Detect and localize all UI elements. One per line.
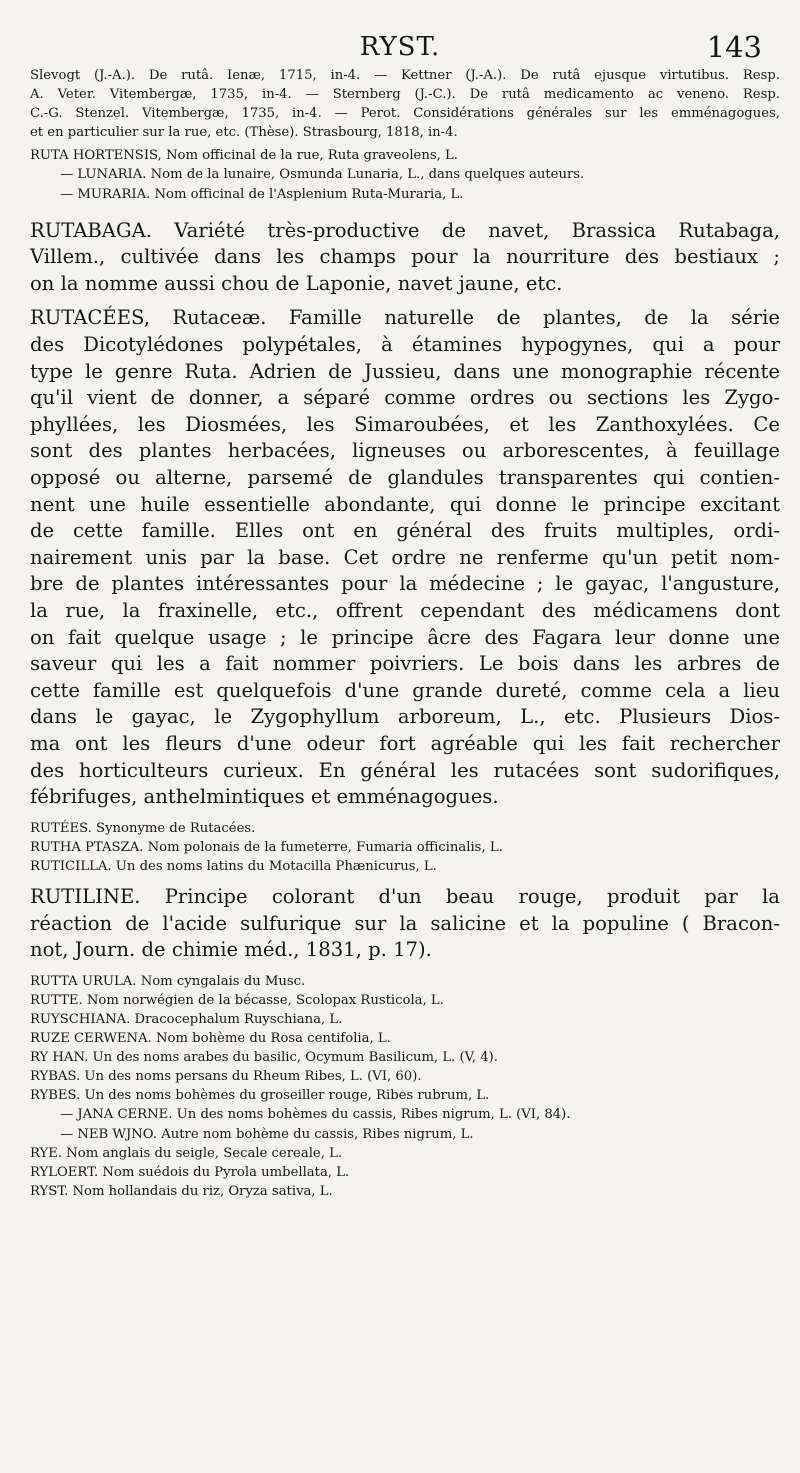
page-number: 143: [706, 30, 762, 64]
entry-rutees: RUTÉES. Synonyme de Rutacées.: [30, 820, 256, 836]
rutacees-line: des Dicotylédones polypétales, à étamines hypogynes, qui a pour: [30, 333, 780, 357]
entry-ruta-muraria: — MURARIA. Nom officinal de l'Asplenium Ruta-Muraria, L.: [60, 186, 464, 202]
entry-rutiline: [30, 884, 780, 964]
page-header: [0, 30, 800, 70]
rutacees-line: nairement unis par la base. Cet ordre ne renferme qu'un petit nom-: [30, 545, 780, 569]
rutiline-line: RUTILINE. Principe colorant d'un beau rouge, produit par la: [30, 885, 780, 908]
entry-ryst: RYST. Nom hollandais du riz, Oryza sativa, L.: [30, 1183, 333, 1199]
rutacees-line: nent une huile essentielle abondante, qui donne le principe excitant: [30, 492, 780, 516]
rutacees-line: opposé ou alterne, parsemé de glandules transparentes qui contien-: [30, 466, 780, 489]
rutacees-line: bre de plantes intéressantes pour la médecine ; le gayac, l'angusture,: [30, 572, 780, 596]
entry-ryloert: RYLOERT. Nom suédois du Pyrola umbellata, L.: [30, 1164, 350, 1180]
entry-ruyschiana: RUYSCHIANA. Dracocephalum Ruyschiana, L.: [30, 1011, 343, 1027]
rutacees-line: ma ont les fleurs d'une odeur fort agréable qui les fait rechercher: [30, 731, 780, 755]
entry-ruta-hortensis: RUTA HORTENSIS, Nom officinal de la rue, Ruta graveolens, L.: [30, 148, 458, 164]
rutacees-line: type le genre Ruta. Adrien de Jussieu, dans une monographie récente: [30, 359, 780, 383]
rutacees-line: RUTACÉES, Rutaceæ. Famille naturelle de plantes, de la série: [30, 306, 780, 330]
entry-rybas: RYBAS. Un des noms persans du Rheum Ribes, L. (VI, 60).: [30, 1069, 422, 1085]
bibliography-line: et en particulier sur la rue, etc. (Thèse). Strasbourg, 1818, in-4.: [30, 125, 458, 141]
bibliography-line: C.-G. Stenzel. Vitembergæ, 1735, in-4. — Perot. Considérations générales sur les emménagogues,: [30, 106, 780, 122]
entry-ruze-cerwena: RUZE CERWENA. Nom bohème du Rosa centifolia, L.: [30, 1031, 391, 1047]
rutabaga-line: RUTABAGA. Variété très-productive de navet, Brassica Rutabaga,: [30, 218, 780, 242]
rutacees-line: saveur qui les a fait nommer poivriers. Le bois dans les arbres de: [30, 652, 780, 676]
rutacees-line: dans le gayac, le Zygophyllum arboreum, L., etc. Plusieurs Dios-: [30, 705, 780, 729]
rutacees-line: sont des plantes herbacées, ligneuses ou arborescentes, à feuillage: [30, 439, 780, 463]
entry-rye: RYE. Nom anglais du seigle, Secale cereale, L.: [30, 1145, 343, 1161]
rutiline-line: réaction de l'acide sulfurique sur la salicine et la populine ( Bracon-: [30, 911, 780, 935]
rutacees-line: de cette famille. Elles ont en général des fruits multiples, ordi-: [30, 519, 780, 543]
entry-rutha-ptasza: RUTHA PTASZA. Nom polonais de la fumeterre, Fumaria officinalis, L.: [30, 839, 503, 855]
entry-rutacees: [30, 305, 780, 810]
bibliography-line: A. Veter. Vitembergæ, 1735, in-4. — Sternberg (J.-C.). De rutâ medicamento ac veneno. Resp.: [30, 87, 780, 103]
page-content: [30, 66, 780, 1201]
entry-rutte: RUTTE. Nom norwégien de la bécasse, Scolopax Rusticola, L.: [30, 992, 444, 1008]
entry-ruticilla: RUTICILLA. Un des noms latins du Motacilla Phænicurus, L.: [30, 858, 437, 874]
ruta-entries: [30, 146, 780, 203]
rutacees-line: la rue, la fraxinelle, etc., offrent cependant des médicamens dont: [30, 598, 780, 622]
rutacees-line: des horticulteurs curieux. En général les rutacées sont sudorifiques,: [30, 758, 780, 782]
running-head: RYST.: [359, 32, 441, 62]
rutiline-line: not, Journ. de chimie méd., 1831, p. 17).: [30, 938, 432, 962]
entry-rybes: RYBES. Un des noms bohèmes du groseiller rouge, Ribes rubrum, L.: [30, 1088, 490, 1104]
rutabaga-line: on la nomme aussi chou de Laponie, navet jaune, etc.: [30, 271, 563, 295]
rutacees-line: cette famille est quelquefois d'une grande dureté, comme cela a lieu: [30, 678, 780, 702]
entry-rutta-urula: RUTTA URULA. Nom cyngalais du Musc.: [30, 973, 306, 989]
bibliography-block: [30, 66, 780, 142]
rutabaga-line: Villem., cultivée dans les champs pour la nourriture des bestiaux ;: [30, 245, 780, 269]
entry-rybes-neb-wjno: — NEB WJNO. Autre nom bohème du cassis, Ribes nigrum, L.: [60, 1126, 474, 1142]
rutacees-line: phyllées, les Diosmées, les Simaroubées, et les Zanthoxylées. Ce: [30, 412, 780, 436]
entry-rutabaga: [30, 218, 780, 298]
rutacees-line: on fait quelque usage ; le principe âcre des Fagara leur donne une: [30, 625, 780, 649]
end-entries: [30, 972, 780, 1201]
rutacees-line: qu'il vient de donner, a séparé comme ordres ou sections les Zygo-: [30, 386, 780, 410]
entry-rybes-jana-cerne: — JANA CERNE. Un des noms bohèmes du cassis, Ribes nigrum, L. (VI, 84).: [60, 1107, 571, 1123]
entry-ry-han: RY HAN. Un des noms arabes du basilic, Ocymum Basilicum, L. (V, 4).: [30, 1050, 498, 1066]
bibliography-line: Slevogt (J.-A.). De rutâ. Ienæ, 1715, in-4. — Kettner (J.-A.). De rutâ ejusque virtutibus. Resp.: [30, 68, 780, 83]
mid-entries: [30, 819, 780, 876]
rutacees-line: fébrifuges, anthelmintiques et emménagogues.: [30, 785, 499, 809]
entry-ruta-lunaria: — LUNARIA. Nom de la lunaire, Osmunda Lunaria, L., dans quelques auteurs.: [60, 167, 585, 183]
